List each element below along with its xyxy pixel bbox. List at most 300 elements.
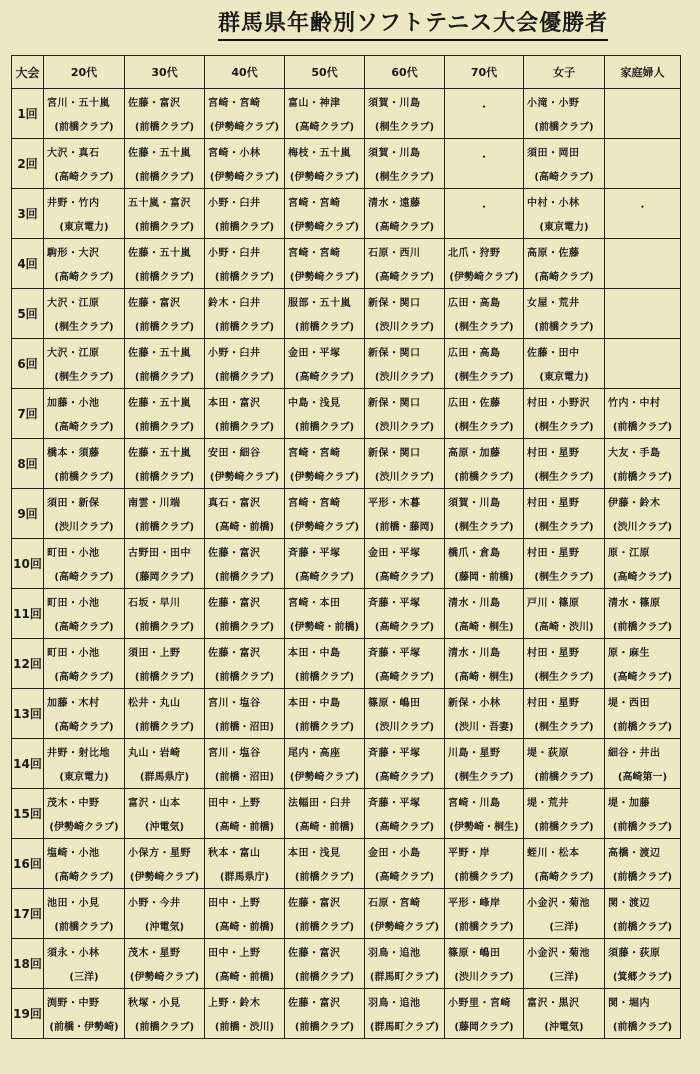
winner-club: (桐生クラブ) [534, 571, 594, 583]
winner-cell [445, 239, 524, 289]
winner-names: 橋本・須藤 [47, 448, 100, 460]
winner-cell [125, 739, 205, 789]
winner-cell [524, 339, 605, 389]
round-label: 18回 [12, 939, 44, 989]
winner-club: (高崎クラブ) [534, 271, 594, 283]
winner-names: 篠原・嶋田 [448, 948, 501, 960]
winner-cell [285, 989, 365, 1039]
winner-cell [285, 939, 365, 989]
winner-cell [605, 489, 681, 539]
winner-club: (高崎クラブ) [374, 671, 435, 683]
winner-club: (三洋) [69, 971, 99, 983]
winner-club: (前橋クラブ) [214, 371, 275, 383]
winner-cell [125, 589, 205, 639]
winner-club: (前橋クラブ) [534, 821, 594, 833]
winner-cell [205, 389, 285, 439]
winner-cell [365, 639, 445, 689]
winner-names: 佐藤・富沢 [208, 598, 261, 610]
winner-club: (前橋クラブ) [134, 371, 195, 383]
winner-cell [605, 389, 681, 439]
winner-names: 清水・川島 [448, 648, 501, 660]
winner-names: 塩崎・小池 [47, 848, 100, 860]
winner-cell [524, 989, 605, 1039]
winner-club: (伊勢崎クラブ) [369, 921, 440, 933]
winner-club: (東京電力) [539, 221, 589, 233]
winner-names: 堤・荻原 [527, 748, 569, 760]
winner-names: 小野・臼井 [208, 348, 261, 360]
winner-names: 古野田・田中 [128, 548, 191, 560]
winner-cell [44, 639, 125, 689]
winner-club: (高崎クラブ) [54, 721, 114, 733]
winner-names: 須田・新保 [47, 498, 100, 510]
winner-names: 本田・中島 [288, 648, 341, 660]
column-header: 大会 [12, 56, 44, 89]
winner-cell [605, 889, 681, 939]
winner-cell [605, 239, 681, 289]
winner-names: 上野・鈴木 [208, 998, 261, 1010]
winner-cell [44, 389, 125, 439]
winner-club: (前橋クラブ) [214, 571, 275, 583]
table-row [12, 289, 681, 339]
round-label: 6回 [12, 339, 44, 389]
winner-club: (桐生クラブ) [54, 371, 114, 383]
column-header: 40代 [205, 56, 285, 89]
round-label: 17回 [12, 889, 44, 939]
winner-club: (前橋クラブ) [294, 321, 355, 333]
winner-names: 金田・小島 [368, 848, 421, 860]
winner-names: 田中・上野 [208, 898, 261, 910]
winner-names: 小保方・星野 [128, 848, 191, 860]
winner-names: 斉藤・平塚 [368, 598, 421, 610]
winner-club: (藤岡クラブ) [134, 571, 195, 583]
winner-club: (藤岡・前橋) [454, 571, 514, 583]
column-header: 20代 [44, 56, 125, 89]
winner-club: (前橋クラブ) [214, 221, 275, 233]
table-row [12, 589, 681, 639]
winner-cell [125, 539, 205, 589]
winner-cell [205, 89, 285, 139]
winner-cell [205, 989, 285, 1039]
winner-cell [285, 489, 365, 539]
table-row [12, 539, 681, 589]
winner-names: 五十嵐・富沢 [128, 198, 191, 210]
winner-names: 石原・西川 [368, 248, 421, 260]
winner-cell [365, 539, 445, 589]
winner-names: 田中・上野 [208, 798, 261, 810]
table-row [12, 139, 681, 189]
winner-club: (桐生クラブ) [454, 371, 514, 383]
winner-club: (伊勢崎クラブ) [289, 471, 360, 483]
winner-names: 堤・荒井 [527, 798, 569, 810]
winner-club: (前橋クラブ) [612, 921, 673, 933]
winner-names: 小野・臼井 [208, 198, 261, 210]
winner-names: 中島・浅見 [288, 398, 341, 410]
winner-cell [365, 139, 445, 189]
winner-cell [44, 89, 125, 139]
winner-names: 小野里・宮崎 [448, 998, 511, 1010]
winner-cell [125, 789, 205, 839]
table-row [12, 489, 681, 539]
winner-names: 佐藤・富沢 [288, 948, 341, 960]
winner-club: (高崎クラブ) [534, 171, 594, 183]
winner-names: 本田・浅見 [288, 848, 341, 860]
winner-cell [205, 839, 285, 889]
winner-names: 真石・富沢 [208, 498, 261, 510]
winner-cell [445, 489, 524, 539]
winner-cell [44, 739, 125, 789]
winner-club: (高崎クラブ) [54, 871, 114, 883]
winner-club: (前橋クラブ) [612, 871, 673, 883]
winner-names: 村田・小野沢 [527, 398, 590, 410]
winner-names: 井野・射比地 [47, 748, 110, 760]
winner-cell [44, 989, 125, 1039]
winner-club: (前橋クラブ) [612, 471, 673, 483]
winner-names: 小金沢・菊池 [527, 948, 590, 960]
winner-names: 清水・川島 [448, 598, 501, 610]
winner-names: 秋本・富山 [208, 848, 261, 860]
winner-club: (高崎クラブ) [374, 771, 435, 783]
winner-club: (前橋クラブ) [134, 121, 195, 133]
winner-cell [285, 239, 365, 289]
winner-club: (前橋クラブ) [294, 921, 355, 933]
winner-names: 茂木・星野 [128, 948, 181, 960]
winner-names: 法幅田・臼井 [288, 798, 351, 810]
winner-cell [205, 289, 285, 339]
winner-club: (渋川クラブ) [612, 521, 673, 533]
winner-names: 大沢・江原 [47, 348, 100, 360]
winner-cell [285, 339, 365, 389]
winner-cell [365, 89, 445, 139]
winner-club: (高崎・渋川) [534, 621, 594, 633]
winner-cell [285, 439, 365, 489]
winner-cell [285, 889, 365, 939]
winner-club: (伊勢崎クラブ) [209, 171, 280, 183]
winner-names: 茂木・中野 [47, 798, 100, 810]
winner-club: (前橋クラブ) [294, 971, 355, 983]
winner-names: 金田・平塚 [288, 348, 341, 360]
winner-club: (前橋クラブ) [214, 621, 275, 633]
winner-names: 井野・竹内 [47, 198, 100, 210]
winner-club: (前橋クラブ) [294, 871, 355, 883]
winner-names: 佐藤・五十嵐 [128, 248, 191, 260]
winner-club: (渋川クラブ) [454, 971, 514, 983]
winner-club: (伊勢崎クラブ) [209, 121, 280, 133]
winner-names: 広田・佐藤 [448, 398, 501, 410]
table-row [12, 439, 681, 489]
winner-cell [125, 839, 205, 889]
column-header: 60代 [365, 56, 445, 89]
winner-cell [524, 589, 605, 639]
winner-names: 佐藤・五十嵐 [128, 448, 191, 460]
winner-cell [125, 89, 205, 139]
winner-club: (渋川クラブ) [54, 521, 114, 533]
winner-cell [445, 789, 524, 839]
winner-club: (前橋クラブ) [134, 721, 195, 733]
round-label: 15回 [12, 789, 44, 839]
winner-club: (伊勢崎クラブ) [129, 871, 200, 883]
winner-names: 平形・峰岸 [448, 898, 501, 910]
winner-cell [605, 939, 681, 989]
winner-cell [445, 189, 524, 239]
winner-names: 服部・五十嵐 [288, 298, 351, 310]
winner-club: (前橋クラブ) [134, 521, 195, 533]
winner-names: 須藤・荻原 [608, 948, 661, 960]
column-header: 30代 [125, 56, 205, 89]
winner-names: 高橋・渡辺 [608, 848, 661, 860]
winner-club: (前橋クラブ) [214, 671, 275, 683]
round-label: 16回 [12, 839, 44, 889]
winner-club: (伊勢崎クラブ) [289, 521, 360, 533]
winner-club: (前橋クラブ) [534, 771, 594, 783]
winner-names: 田中・上野 [208, 948, 261, 960]
winner-club: (前橋クラブ) [134, 621, 195, 633]
winner-cell [125, 139, 205, 189]
winner-names: 安田・細谷 [208, 448, 261, 460]
winner-cell [205, 739, 285, 789]
winner-names: 駒形・大沢 [47, 248, 100, 260]
winner-cell [285, 139, 365, 189]
winner-names: 橋爪・倉島 [448, 548, 501, 560]
winner-names: 渕野・中野 [47, 998, 100, 1010]
winner-club: (桐生クラブ) [454, 771, 514, 783]
winner-club: (高崎・前橋) [214, 821, 275, 833]
winner-club: (群馬町クラブ) [369, 971, 440, 983]
winner-names: 佐藤・五十嵐 [128, 398, 191, 410]
winner-names: 本田・富沢 [208, 398, 261, 410]
winner-club: (藤岡クラブ) [454, 1021, 514, 1033]
winner-names: 堤・西田 [608, 698, 650, 710]
winner-club: (伊勢崎・桐生) [449, 821, 519, 833]
winner-names: 堤・加藤 [608, 798, 650, 810]
winner-cell [44, 139, 125, 189]
winner-cell [365, 289, 445, 339]
round-label: 3回 [12, 189, 44, 239]
winner-names: 小野・今井 [128, 898, 181, 910]
winner-names: 関・渡辺 [608, 898, 650, 910]
winner-cell [44, 889, 125, 939]
winner-cell [365, 889, 445, 939]
winner-cell [205, 189, 285, 239]
winner-cell [365, 689, 445, 739]
winner-club: (群馬町クラブ) [369, 1021, 440, 1033]
winner-cell [365, 839, 445, 889]
winner-cell [605, 789, 681, 839]
winner-names: 竹内・中村 [608, 398, 661, 410]
winner-cell [524, 689, 605, 739]
winner-club: (前橋クラブ) [134, 421, 195, 433]
winner-club: (前橋クラブ) [54, 921, 114, 933]
winner-names: 篠原・嶋田 [368, 698, 421, 710]
winner-cell [285, 589, 365, 639]
winner-club: (前橋クラブ) [454, 871, 514, 883]
winner-club: (高崎クラブ) [54, 571, 114, 583]
column-header: 70代 [445, 56, 524, 89]
winner-names: ・ [477, 99, 490, 114]
winner-club: (高崎クラブ) [534, 871, 594, 883]
winner-cell [44, 489, 125, 539]
winner-club: (前橋クラブ) [534, 121, 594, 133]
winner-cell [605, 689, 681, 739]
winner-club: (前橋クラブ) [534, 321, 594, 333]
winner-club: (伊勢崎クラブ) [289, 171, 360, 183]
winner-cell [125, 639, 205, 689]
winner-cell [524, 789, 605, 839]
winner-cell [524, 739, 605, 789]
winner-club: (高崎・桐生) [454, 621, 514, 633]
winner-cell [205, 239, 285, 289]
winner-cell [605, 139, 681, 189]
winner-cell [524, 539, 605, 589]
winner-cell [445, 539, 524, 589]
winner-cell [44, 439, 125, 489]
winner-club: (高崎クラブ) [374, 571, 435, 583]
table-row [12, 189, 681, 239]
winner-club: (高崎クラブ) [54, 621, 114, 633]
winner-club: (伊勢崎クラブ) [49, 821, 119, 833]
winner-names: 佐藤・五十嵐 [128, 148, 191, 160]
winner-names: 佐藤・富沢 [208, 648, 261, 660]
winner-names: 清水・遠藤 [368, 198, 421, 210]
winner-cell [205, 689, 285, 739]
winner-cell [285, 689, 365, 739]
winner-cell [605, 989, 681, 1039]
winner-club: (高崎・前橋) [214, 971, 275, 983]
winner-cell [44, 239, 125, 289]
winner-names: 羽鳥・追池 [368, 948, 421, 960]
winner-names: 戸川・篠原 [527, 598, 580, 610]
winner-cell [44, 789, 125, 839]
table-row [12, 839, 681, 889]
winner-cell [524, 839, 605, 889]
winner-names: 佐藤・富沢 [128, 298, 181, 310]
column-header: 50代 [285, 56, 365, 89]
winner-cell [524, 139, 605, 189]
winner-cell [205, 139, 285, 189]
winner-cell [44, 589, 125, 639]
winner-cell [445, 939, 524, 989]
winner-club: (前橋クラブ) [214, 421, 275, 433]
winner-names: 関・堀内 [608, 998, 650, 1010]
winner-cell [205, 789, 285, 839]
winner-cell [445, 739, 524, 789]
winner-names: 加藤・木村 [47, 698, 100, 710]
winner-cell [605, 639, 681, 689]
winner-club: (前橋クラブ) [134, 1021, 195, 1033]
winner-cell [365, 439, 445, 489]
winner-club: (伊勢崎クラブ) [289, 771, 360, 783]
round-label: 9回 [12, 489, 44, 539]
winner-cell [365, 489, 445, 539]
winner-names: 尾内・高座 [288, 748, 341, 760]
winner-cell [524, 889, 605, 939]
winner-names: 宮崎・小林 [208, 148, 261, 160]
winner-cell [125, 689, 205, 739]
winner-names: 村田・星野 [527, 498, 580, 510]
winner-names: 村田・星野 [527, 448, 580, 460]
winner-club: (前橋クラブ) [612, 621, 673, 633]
winner-cell [125, 289, 205, 339]
winner-cell [285, 739, 365, 789]
winner-names: 佐藤・富沢 [288, 898, 341, 910]
winner-names: 町田・小池 [47, 648, 100, 660]
winner-cell [125, 189, 205, 239]
winner-club: (前橋クラブ) [134, 321, 195, 333]
winner-cell [205, 639, 285, 689]
winner-names: 宮崎・川島 [448, 798, 501, 810]
winner-cell [44, 339, 125, 389]
winner-names: 秋塚・小見 [128, 998, 181, 1010]
winner-club: (東京電力) [539, 371, 589, 383]
round-label: 2回 [12, 139, 44, 189]
winner-cell [524, 239, 605, 289]
winner-names: 北爪・狩野 [448, 248, 501, 260]
table-row [12, 389, 681, 439]
winner-club: (前橋クラブ) [134, 271, 195, 283]
winner-club: (前橋クラブ) [294, 421, 355, 433]
winner-club: (沖電気) [544, 1021, 584, 1033]
winner-club: (沖電気) [144, 921, 185, 933]
winner-cell [445, 889, 524, 939]
winner-cell [365, 989, 445, 1039]
round-label: 7回 [12, 389, 44, 439]
winner-names: 梅枝・五十嵐 [288, 148, 351, 160]
table-row [12, 339, 681, 389]
winner-club: (高崎クラブ) [294, 121, 355, 133]
winner-names: 羽鳥・追池 [368, 998, 421, 1010]
winner-names: 須永・小林 [47, 948, 100, 960]
winner-club: (高崎第一) [617, 771, 668, 783]
winner-club: (桐生クラブ) [54, 321, 114, 333]
winner-club: (桐生クラブ) [534, 421, 594, 433]
winner-club: (前橋クラブ) [134, 471, 195, 483]
winner-names: 須賀・川島 [368, 148, 421, 160]
winner-club: (前橋・藤岡) [374, 521, 435, 533]
winner-club: (沖電気) [144, 821, 185, 833]
table-row [12, 889, 681, 939]
winner-names: 富沢・黒沢 [527, 998, 580, 1010]
round-label: 10回 [12, 539, 44, 589]
winner-names: 高原・加藤 [448, 448, 501, 460]
winner-club: (前橋クラブ) [294, 721, 355, 733]
winner-names: 小野・臼井 [208, 248, 261, 260]
winner-cell [44, 189, 125, 239]
winner-names: 新保・関口 [368, 398, 421, 410]
winner-names: 須田・岡田 [527, 148, 580, 160]
winner-club: (前橋・沼田) [214, 771, 275, 783]
winner-cell [285, 389, 365, 439]
winner-cell [605, 739, 681, 789]
round-label: 5回 [12, 289, 44, 339]
winner-club: (前橋クラブ) [612, 821, 673, 833]
winner-cell [605, 539, 681, 589]
winner-names: 新保・関口 [368, 298, 421, 310]
winner-names: 宮崎・宮崎 [288, 498, 341, 510]
winner-cell [285, 639, 365, 689]
winner-cell [44, 839, 125, 889]
winner-club: (前橋クラブ) [134, 171, 195, 183]
winner-club: (桐生クラブ) [374, 121, 435, 133]
winner-names: 平形・木暮 [368, 498, 421, 510]
winner-names: 細谷・井出 [608, 748, 661, 760]
winner-cell [125, 439, 205, 489]
winner-names: 原・麻生 [608, 648, 650, 660]
winner-club: (前橋クラブ) [214, 271, 275, 283]
winner-names: 川島・星野 [448, 748, 501, 760]
winner-names: 村田・星野 [527, 648, 580, 660]
round-label: 12回 [12, 639, 44, 689]
table-row [12, 989, 681, 1039]
winner-names: 富山・神津 [288, 98, 341, 110]
